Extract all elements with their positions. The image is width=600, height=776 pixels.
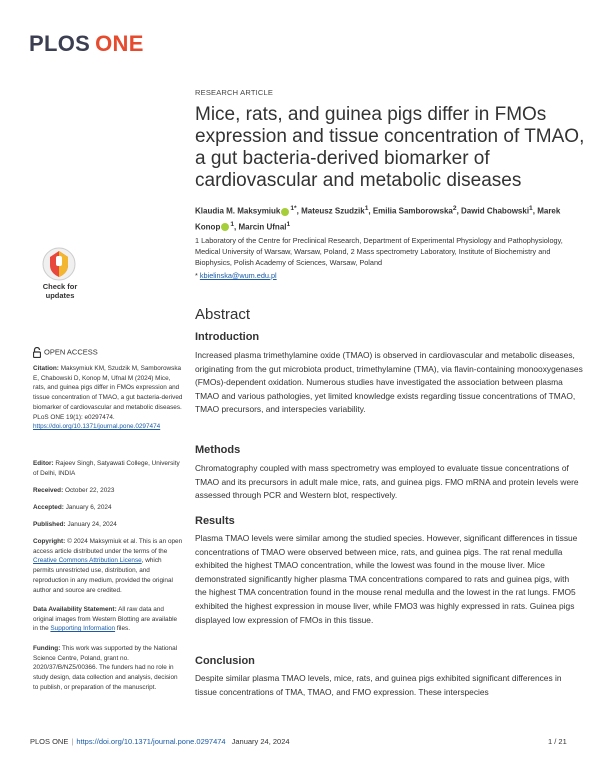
section-text-results: Plasma TMAO levels were similar among the studied species. However, significant differences in tissue concentrations of TMAO were observed between mice, rats, and guinea pigs. The rat renal medulla exhibited the highest TMAO concentration, while the lowest was found in the mouse liver. Mice demonstrated significantly higher plasma TMA concentrations compared to rats and guinea pigs, with the highest TMA concentration found in the mouse renal medulla and the lowest in the rat lungs. FMO5 exhibited the highest expression in mouse liver, while FMO3 was highly expressed in rats. Guinea pigs displayed low expression of FMOs in this tissue. <box>195 533 578 625</box>
affiliations: 1 Laboratory of the Centre for Preclinical Research, Department of Experimental Physiology and Pathophysiology, Medical University of Warsaw, Warsaw, Poland, 2 Mass spectrometry Laboratory, Institute of Biochemistry and Biophysics, Polish Academy of Sciences, Warsaw, Poland <box>195 236 563 267</box>
funding-label: Funding: <box>33 645 61 652</box>
page-number: 1 / 21 <box>548 737 567 746</box>
check-for-updates-label <box>34 282 86 300</box>
author-name: Mateusz Szudzik <box>301 206 365 216</box>
badge-line2: updates <box>45 291 75 300</box>
published-date: January 24, 2024 <box>67 521 117 528</box>
open-access <box>33 347 98 358</box>
copyright-post: , which permits unrestricted use, distribution, and reproduction in any medium, provided the original author and source are credited. <box>33 557 173 594</box>
citation-text: Maksymiuk KM, Szudzik M, Samborowska E, Chabowski D, Konop M, Ufnal M (2024) Mice, rats, and guinea pigs differ in FMOs expression and tissue concentration of TMAO, a gut bacteria-derived biomarker of cardiovascular and metabolic diseases. PLoS ONE 19(1): e0297474. <box>33 365 183 421</box>
author-affiliation-sup: 1* <box>290 205 297 212</box>
author-affiliation-sup: 2 <box>452 205 457 212</box>
copyright-pre: © 2024 Maksymiuk et al. This is an open access article distributed under the terms of the <box>33 538 183 555</box>
author-affiliation-sup: 1 <box>286 220 291 228</box>
abstract-heading: Abstract <box>195 306 251 323</box>
data-availability-post: files. <box>116 625 130 633</box>
section-text-introduction: Increased plasma trimethylamine oxide (TMAO) is observed in cardiovascular and metabolic diseases, originating from the gut microbiota product, trimethylamine (TMA), via flavin-containing monooxygenases (FMOs)-dependent oxidation. Numerous studies have investigated the association between plasma TMAO and various pathologies, yet limited knowledge exists regarding tissue concentrations of TMAO, TMAO precursors, and interspecies variability. <box>195 350 583 415</box>
author-affiliation-sup: 1 <box>230 220 235 228</box>
citation-block <box>33 364 183 432</box>
page-footer: PLOS ONE | https://doi.org/10.1371/journal.pone.0297474 January 24, 2024 <box>30 737 290 746</box>
section-text-conclusion: Despite similar plasma TMAO levels, mice, rats, and guinea pigs exhibited significant differences in tissue concentrations of TMA, TMAO, and FMO expression. These interspecies <box>195 673 562 697</box>
article-title: Mice, rats, and guinea pigs differ in FMOs expression and tissue concentration of TMAO, a gut bacteria-derived biomarker of cardiovascular and metabolic diseases <box>195 104 585 191</box>
data-availability-pre: All raw data and original images from Western Blotting are available in the <box>33 606 178 633</box>
section-heading-methods: Methods <box>195 444 241 456</box>
journal-logo <box>29 31 144 57</box>
open-lock-icon <box>33 347 41 358</box>
logo-plos: PLOS <box>29 31 91 56</box>
section-heading-results: Results <box>195 515 235 527</box>
footer-date: January 24, 2024 <box>231 737 290 746</box>
author-affiliation-sup: 1 <box>529 205 533 212</box>
funding-block <box>33 644 183 693</box>
author-name: Marek Konop <box>195 206 561 232</box>
data-availability-label: Data Availability Statement: <box>33 606 117 613</box>
article-type: RESEARCH ARTICLE <box>195 88 274 97</box>
corresponding-email <box>195 271 277 280</box>
email-link[interactable]: kbielinska@wum.edu.pl <box>199 271 277 280</box>
author-affiliation-sup: 1 <box>364 205 369 212</box>
accepted-block <box>33 503 183 513</box>
author-name: Dawid Chabowski <box>461 206 530 216</box>
email-star: * <box>195 271 198 280</box>
editor-block <box>33 459 183 478</box>
footer-journal: PLOS ONE <box>30 737 69 746</box>
section-heading-conclusion: Conclusion <box>195 655 255 667</box>
section-text-methods: Chromatography coupled with mass spectrometry was employed to evaluate tissue concentrations of TMAO and its precursors in adult male mice, rats, and guinea pigs. FMO mRNA and protein levels were assessed through PCR and Western blot, respectively. <box>195 463 579 501</box>
orcid-icon[interactable] <box>281 208 289 216</box>
author-name: Klaudia M. Maksymiuk <box>195 206 281 216</box>
orcid-icon[interactable] <box>221 223 229 231</box>
copyright-block <box>33 537 183 595</box>
citation-label: Citation: <box>33 365 59 372</box>
author-name: Marcin Ufnal <box>238 222 287 232</box>
logo-one: ONE <box>95 31 144 56</box>
editor-text: Rajeev Singh, Satyawati College, University of Delhi, INDIA <box>33 460 180 477</box>
published-label: Published: <box>33 521 66 528</box>
citation-doi-link[interactable]: https://doi.org/10.1371/journal.pone.0297474 <box>33 423 161 431</box>
published-block <box>33 520 183 530</box>
copyright-label: Copyright: <box>33 538 66 545</box>
footer-doi-link[interactable]: https://doi.org/10.1371/journal.pone.0297474 <box>76 737 226 746</box>
accepted-date: January 6, 2024 <box>65 504 112 511</box>
author-name: Emilia Samborowska <box>372 206 453 216</box>
section-heading-introduction: Introduction <box>195 331 260 343</box>
author-list: Klaudia M. Maksymiuk $^{1*}$, Mateusz Szudzik$^1$, Emilia Samborowska$^2$, Dawid Chabowski$^1$, Marek Konop $^1$, Marcin Ufnal$^1$ <box>195 205 561 232</box>
editor-label: Editor: <box>33 460 54 467</box>
badge-line1: Check for <box>42 282 78 291</box>
received-date: October 22, 2023 <box>64 487 115 494</box>
data-availability-block <box>33 605 183 634</box>
supporting-information-link[interactable]: Supporting Information <box>50 625 116 633</box>
received-label: Received: <box>33 487 64 494</box>
open-access-label: OPEN ACCESS <box>44 347 98 357</box>
check-updates-icon <box>34 247 84 281</box>
accepted-label: Accepted: <box>33 504 64 511</box>
license-link[interactable]: Creative Commons Attribution License <box>33 557 142 565</box>
received-block <box>33 486 183 496</box>
funding-text: This work was supported by the National Science Centre, Poland, grant no. 2020/37/B/NZ5/00366. The funders had no role in study design, data collection and analysis, decision to publish, or preparation of the manuscript. <box>33 645 178 691</box>
